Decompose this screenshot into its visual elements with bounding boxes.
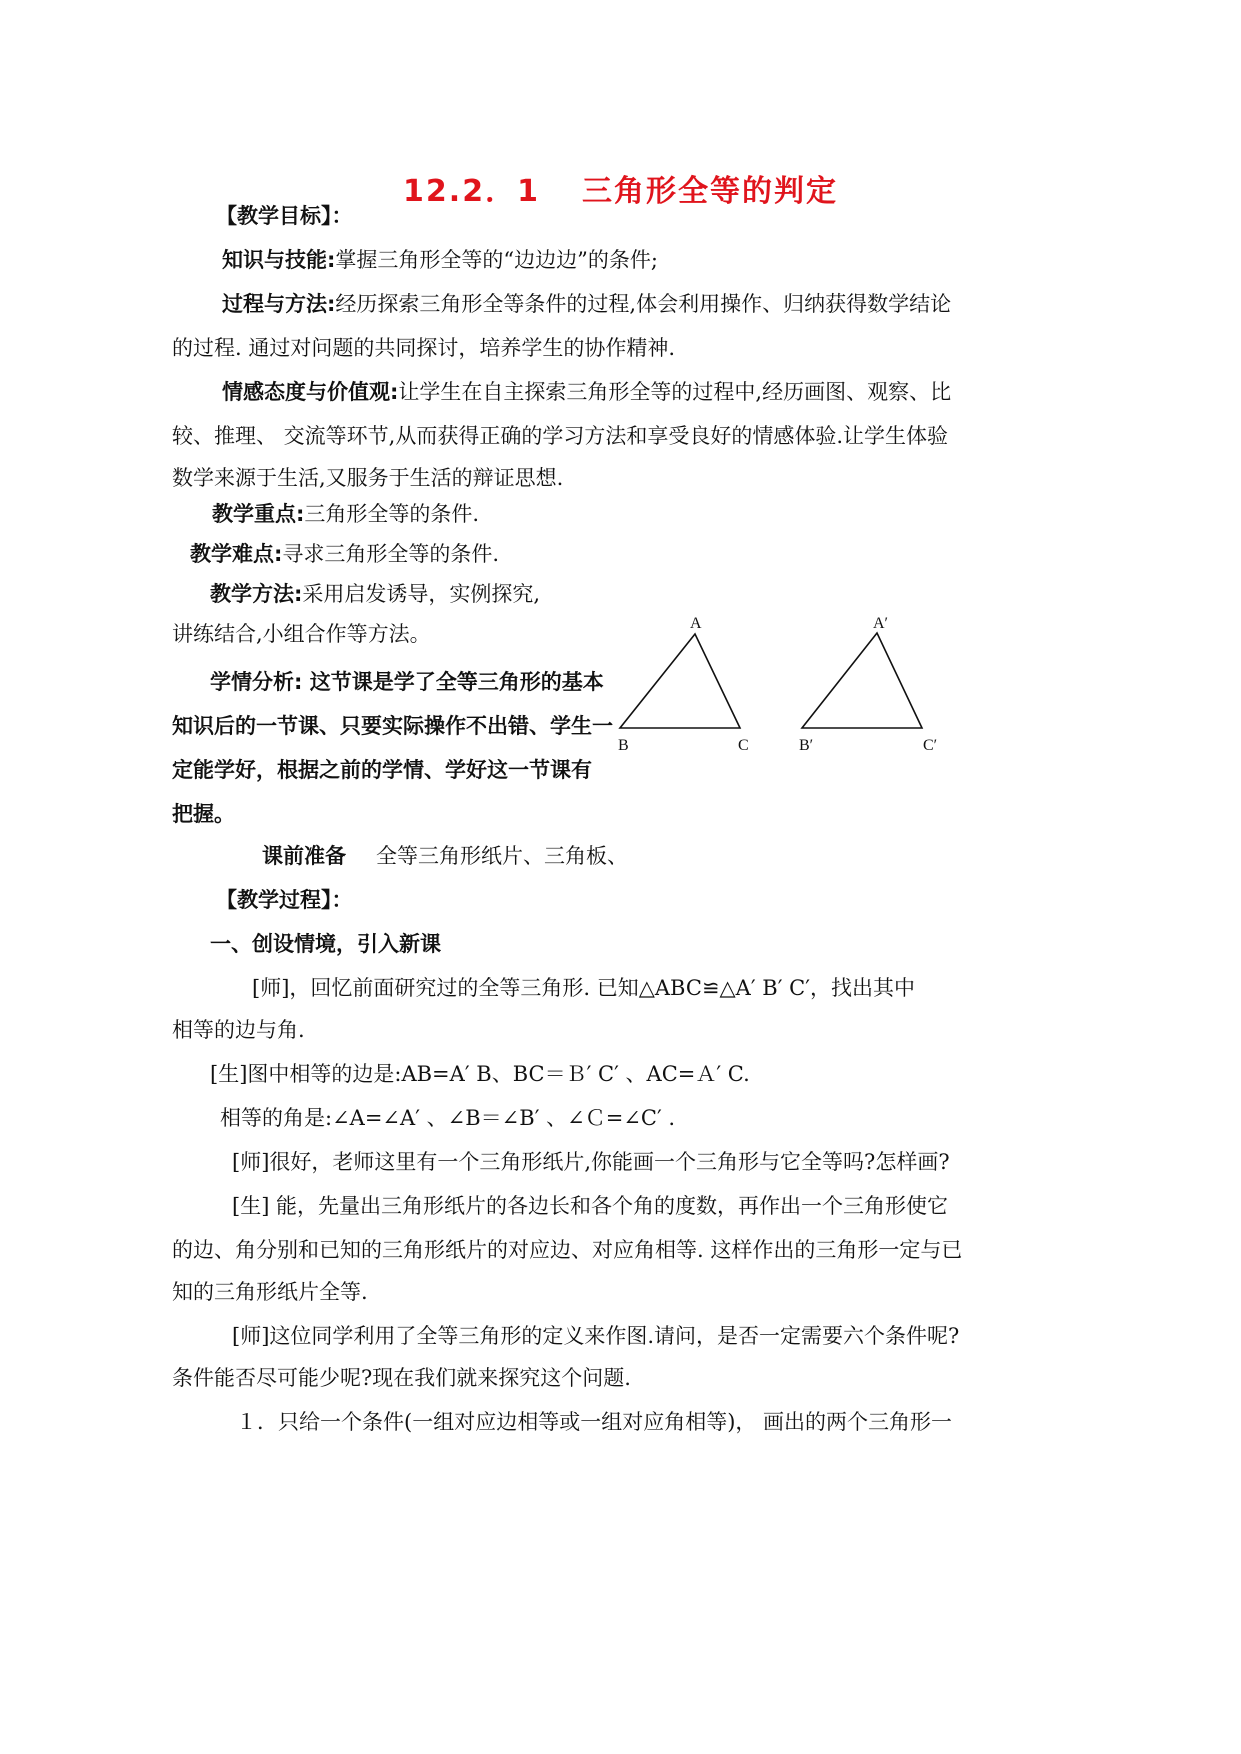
key-point-label: 教学重点:: [212, 502, 305, 526]
difficulty: 教学难点:寻求三角形全等的条件.: [190, 542, 500, 566]
dialog-p5-line-1: [生] 能，先量出三角形纸片的各边长和各个角的度数，再作出一个三角形使它: [232, 1194, 949, 1218]
method-label: 教学方法:: [210, 582, 303, 606]
dialog-p1-line-2: 相等的边与角.: [172, 1018, 305, 1042]
title-number: 12.2．1: [403, 174, 540, 209]
preparation-label: 课前准备: [262, 844, 346, 868]
process-line-2: 的过程. 通过对问题的共同探讨，培养学生的协作精神.: [172, 336, 676, 360]
title-text: 三角形全等的判定: [581, 174, 838, 209]
attitude-label: 情感态度与价值观:: [222, 380, 399, 404]
triangle-a-prime-b-prime-c-prime: [802, 633, 922, 728]
difficulty-label: 教学难点:: [190, 542, 283, 566]
dialog-p2: [生]图中相等的边是:AB=A′ B、BC＝Ｂ′ C′ 、AC=Ａ′ C.: [210, 1062, 750, 1086]
analysis-line-4: 把握。: [172, 802, 235, 826]
dialog-p4: [师]很好，老师这里有一个三角形纸片,你能画一个三角形与它全等吗?怎样画?: [232, 1150, 950, 1174]
triangle-abc: [620, 634, 740, 728]
analysis-line-1: 学情分析: 这节课是学了全等三角形的基本: [210, 670, 604, 694]
method-line-1: 教学方法:采用启发诱导，实例探究,: [210, 582, 541, 606]
attitude-line-1: 情感态度与价值观:让学生在自主探索三角形全等的过程中,经历画图、观察、比: [222, 380, 952, 404]
label-a-prime: A′: [873, 615, 889, 632]
preparation: 课前准备 全等三角形纸片、三角板、: [262, 844, 628, 868]
label-b: B: [618, 737, 629, 754]
dialog-p3: 相等的角是:∠A=∠A′ 、∠B＝∠B′ 、∠Ｃ=∠C′ .: [220, 1106, 676, 1130]
process-line-1: 过程与方法:经历探索三角形全等条件的过程,体会利用操作、归纳获得数学结论: [222, 292, 952, 316]
knowledge-label: 知识与技能:: [222, 248, 336, 272]
dialog-p7: １．只给一个条件(一组对应边相等或一组对应角相等)， 画出的两个三角形一: [236, 1410, 953, 1434]
objectives-heading: 【教学目标】：: [216, 204, 353, 228]
attitude-line-3: 数学来源于生活,又服务于生活的辩证思想.: [172, 466, 564, 490]
analysis-label: 学情分析:: [210, 670, 303, 694]
section-1-heading: 一、创设情境，引入新课: [210, 932, 441, 956]
dialog-p6-line-1: [师]这位同学利用了全等三角形的定义来作图.请问，是否一定需要六个条件呢?: [232, 1324, 960, 1348]
attitude-line-2: 较、推理、 交流等环节,从而获得正确的学习方法和享受良好的情感体验.让学生体验: [172, 424, 949, 448]
dialog-p5-line-3: 知的三角形纸片全等.: [172, 1280, 368, 1304]
analysis-line-3: 定能学好，根据之前的学情、学好这一节课有: [172, 758, 592, 782]
label-b-prime: B′: [799, 737, 814, 754]
dialog-p5-line-2: 的边、角分别和已知的三角形纸片的对应边、对应角相等. 这样作出的三角形一定与已: [172, 1238, 963, 1262]
dialog-p1-line-1: [师]，回忆前面研究过的全等三角形. 已知△ABC≌△A′ B′ C′，找出其中: [252, 976, 916, 1000]
label-c: C: [738, 737, 749, 754]
method-line-2: 讲练结合,小组合作等方法。: [172, 622, 431, 646]
label-a: A: [690, 615, 702, 632]
knowledge-text: 掌握三角形全等的“边边边”的条件;: [335, 248, 658, 272]
analysis-line-2: 知识后的一节课、只要实际操作不出错、学生一: [172, 714, 613, 738]
process-label: 过程与方法:: [222, 292, 336, 316]
label-c-prime: C′: [923, 737, 938, 754]
dialog-p6-line-2: 条件能否尽可能少呢?现在我们就来探究这个问题.: [172, 1366, 631, 1390]
key-point: 教学重点:三角形全等的条件.: [212, 502, 480, 526]
process-heading: 【教学过程】：: [216, 888, 353, 912]
